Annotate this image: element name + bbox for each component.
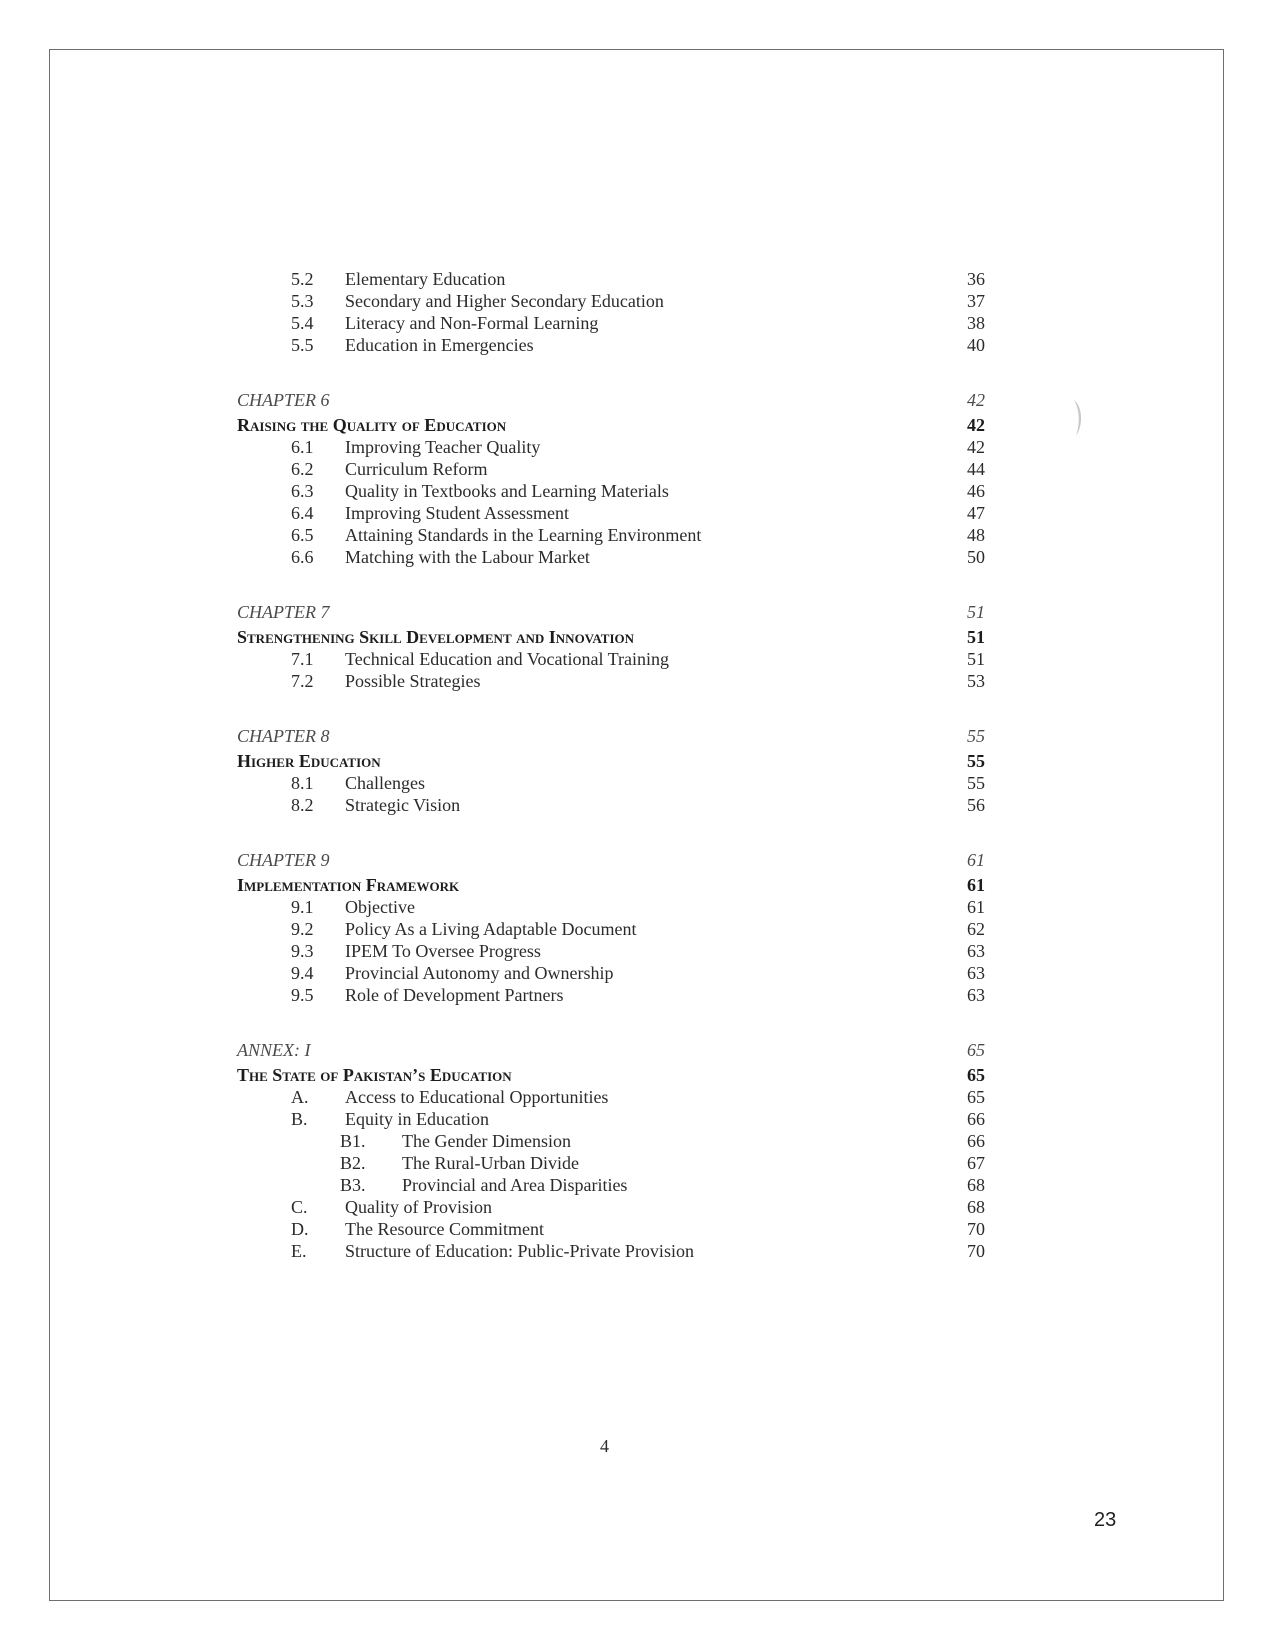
toc-entry-page: 65 xyxy=(967,1087,985,1107)
toc-entry-number: B3. xyxy=(340,1175,366,1195)
toc-entry-title: Policy As a Living Adaptable Document xyxy=(345,919,637,939)
document-page-number: 4 xyxy=(600,1436,609,1456)
chapter-label-text: CHAPTER 9 xyxy=(237,850,330,870)
toc-entry-page: 63 xyxy=(967,985,985,1005)
table-of-contents xyxy=(237,268,985,1262)
toc-entry-title: Role of Development Partners xyxy=(345,985,564,1005)
toc-entry-number: 5.4 xyxy=(291,313,314,333)
toc-entry-number: 6.6 xyxy=(291,547,314,567)
toc-entry-page: 67 xyxy=(967,1153,985,1173)
toc-entry-title: The Gender Dimension xyxy=(402,1131,571,1151)
chapter-label-page: 51 xyxy=(967,602,985,622)
toc-entry xyxy=(237,334,985,356)
toc-entry xyxy=(237,1108,985,1130)
toc-entry-number: 6.3 xyxy=(291,481,314,501)
toc-entry-title: Improving Teacher Quality xyxy=(345,437,541,457)
toc-entry-page: 51 xyxy=(967,649,985,669)
toc-entry-number: 6.4 xyxy=(291,503,314,523)
toc-chapter-label xyxy=(237,846,985,874)
toc-entry xyxy=(237,1240,985,1262)
toc-entry-title: Structure of Education: Public-Private Provision xyxy=(345,1241,694,1261)
toc-chapter-label xyxy=(237,386,985,414)
toc-entry xyxy=(237,984,985,1006)
toc-entry xyxy=(237,918,985,940)
toc-entry xyxy=(237,1086,985,1108)
toc-entry-number: 5.2 xyxy=(291,269,314,289)
chapter-heading-text: Strengthening Skill Development and Innovation xyxy=(237,627,635,647)
toc-entry-page: 42 xyxy=(967,437,985,457)
toc-entry xyxy=(237,436,985,458)
toc-subentry xyxy=(237,1130,985,1152)
toc-entry-number: B. xyxy=(291,1109,308,1129)
chapter-heading-text: Raising the Quality of Education xyxy=(237,415,507,435)
toc-entry-page: 56 xyxy=(967,795,985,815)
toc-entry xyxy=(237,962,985,984)
toc-entry-number: 7.2 xyxy=(291,671,314,691)
toc-entry-title: Education in Emergencies xyxy=(345,335,534,355)
toc-entry-title: Possible Strategies xyxy=(345,671,481,691)
toc-entry-number: 6.2 xyxy=(291,459,314,479)
chapter-label-page: 65 xyxy=(967,1040,985,1060)
toc-entry-number: B1. xyxy=(340,1131,366,1151)
toc-chapter-heading xyxy=(237,626,985,648)
toc-entry-number: C. xyxy=(291,1197,308,1217)
toc-gap xyxy=(237,1006,985,1036)
toc-entry-page: 68 xyxy=(967,1175,985,1195)
toc-chapter-heading xyxy=(237,750,985,772)
toc-entry-title: Attaining Standards in the Learning Environment xyxy=(345,525,702,545)
toc-entry-title: The Rural-Urban Divide xyxy=(402,1153,579,1173)
toc-entry xyxy=(237,772,985,794)
toc-entry-page: 61 xyxy=(967,897,985,917)
toc-gap xyxy=(237,568,985,598)
toc-subentry xyxy=(237,1174,985,1196)
chapter-heading-page: 65 xyxy=(967,1065,985,1085)
chapter-heading-page: 61 xyxy=(967,875,985,895)
toc-entry-title: Matching with the Labour Market xyxy=(345,547,590,567)
toc-entry-page: 63 xyxy=(967,963,985,983)
toc-entry-number: 7.1 xyxy=(291,649,314,669)
chapter-label-text: CHAPTER 8 xyxy=(237,726,330,746)
toc-entry-page: 53 xyxy=(967,671,985,691)
toc-entry-title: Elementary Education xyxy=(345,269,506,289)
toc-entry-number: 6.5 xyxy=(291,525,314,545)
toc-entry-page: 44 xyxy=(967,459,985,479)
toc-entry-number: B2. xyxy=(340,1153,366,1173)
toc-entry xyxy=(237,648,985,670)
toc-entry xyxy=(237,312,985,334)
toc-subentry xyxy=(237,1152,985,1174)
toc-entry xyxy=(237,940,985,962)
toc-gap xyxy=(237,692,985,722)
toc-entry xyxy=(237,290,985,312)
toc-entry-title: Objective xyxy=(345,897,415,917)
toc-entry xyxy=(237,524,985,546)
toc-entry-number: 8.2 xyxy=(291,795,314,815)
toc-entry-number: 8.1 xyxy=(291,773,314,793)
chapter-heading-page: 42 xyxy=(967,415,985,435)
toc-entry-page: 40 xyxy=(967,335,985,355)
toc-entry-page: 63 xyxy=(967,941,985,961)
toc-gap xyxy=(237,356,985,386)
toc-entry xyxy=(237,794,985,816)
toc-entry-number: A. xyxy=(291,1087,309,1107)
toc-entry-page: 70 xyxy=(967,1219,985,1239)
chapter-heading-page: 51 xyxy=(967,627,985,647)
toc-entry-title: Literacy and Non-Formal Learning xyxy=(345,313,599,333)
toc-entry-page: 66 xyxy=(967,1131,985,1151)
toc-entry-page: 37 xyxy=(967,291,985,311)
chapter-label-text: ANNEX: I xyxy=(237,1040,311,1060)
toc-chapter-label xyxy=(237,1036,985,1064)
toc-entry-number: 9.3 xyxy=(291,941,314,961)
chapter-label-page: 42 xyxy=(967,390,985,410)
scan-artifact-mark xyxy=(1072,398,1084,438)
toc-entry xyxy=(237,458,985,480)
toc-chapter-heading xyxy=(237,874,985,896)
toc-entry-page: 62 xyxy=(967,919,985,939)
toc-entry-page: 50 xyxy=(967,547,985,567)
toc-entry-number: E. xyxy=(291,1241,307,1261)
chapter-heading-text: Higher Education xyxy=(237,751,381,771)
toc-entry xyxy=(237,502,985,524)
toc-entry-number: 9.4 xyxy=(291,963,314,983)
toc-entry-page: 70 xyxy=(967,1241,985,1261)
toc-entry-title: Improving Student Assessment xyxy=(345,503,569,523)
toc-entry-number: 9.1 xyxy=(291,897,314,917)
toc-entry xyxy=(237,480,985,502)
toc-entry-page: 47 xyxy=(967,503,985,523)
toc-entry xyxy=(237,546,985,568)
toc-entry-title: Quality in Textbooks and Learning Materials xyxy=(345,481,669,501)
toc-chapter-heading xyxy=(237,1064,985,1086)
toc-entry-title: The Resource Commitment xyxy=(345,1219,544,1239)
toc-entry-page: 55 xyxy=(967,773,985,793)
toc-entry xyxy=(237,670,985,692)
chapter-label-page: 61 xyxy=(967,850,985,870)
toc-entry-number: 9.5 xyxy=(291,985,314,1005)
toc-entry-number: 9.2 xyxy=(291,919,314,939)
toc-entry-title: Provincial Autonomy and Ownership xyxy=(345,963,614,983)
toc-entry xyxy=(237,896,985,918)
toc-entry-page: 48 xyxy=(967,525,985,545)
chapter-heading-page: 55 xyxy=(967,751,985,771)
toc-entry-title: Provincial and Area Disparities xyxy=(402,1175,628,1195)
chapter-label-page: 55 xyxy=(967,726,985,746)
toc-entry-number: 6.1 xyxy=(291,437,314,457)
toc-entry-page: 36 xyxy=(967,269,985,289)
toc-entry xyxy=(237,268,985,290)
toc-entry-title: Strategic Vision xyxy=(345,795,461,815)
toc-entry-page: 68 xyxy=(967,1197,985,1217)
toc-entry-page: 46 xyxy=(967,481,985,501)
toc-entry-title: Technical Education and Vocational Training xyxy=(345,649,670,669)
chapter-label-text: CHAPTER 6 xyxy=(237,390,330,410)
toc-chapter-heading xyxy=(237,414,985,436)
toc-entry-title: IPEM To Oversee Progress xyxy=(345,941,541,961)
toc-chapter-label xyxy=(237,598,985,626)
toc-entry-page: 38 xyxy=(967,313,985,333)
toc-entry xyxy=(237,1196,985,1218)
toc-entry-number: D. xyxy=(291,1219,309,1239)
toc-entry-title: Secondary and Higher Secondary Education xyxy=(345,291,664,311)
pdf-page-number: 23 xyxy=(1094,1509,1117,1531)
toc-entry-title: Access to Educational Opportunities xyxy=(345,1087,609,1107)
toc-entry-title: Curriculum Reform xyxy=(345,459,488,479)
chapter-heading-text: Implementation Framework xyxy=(237,875,460,895)
toc-entry-number: 5.3 xyxy=(291,291,314,311)
toc-entry-title: Challenges xyxy=(345,773,425,793)
toc-gap xyxy=(237,816,985,846)
toc-entry-title: Quality of Provision xyxy=(345,1197,492,1217)
toc-entry-number: 5.5 xyxy=(291,335,314,355)
toc-chapter-label xyxy=(237,722,985,750)
chapter-label-text: CHAPTER 7 xyxy=(237,602,330,622)
toc-entry xyxy=(237,1218,985,1240)
toc-entry-title: Equity in Education xyxy=(345,1109,489,1129)
toc-entry-page: 66 xyxy=(967,1109,985,1129)
chapter-heading-text: The State of Pakistan’s Education xyxy=(237,1065,512,1085)
